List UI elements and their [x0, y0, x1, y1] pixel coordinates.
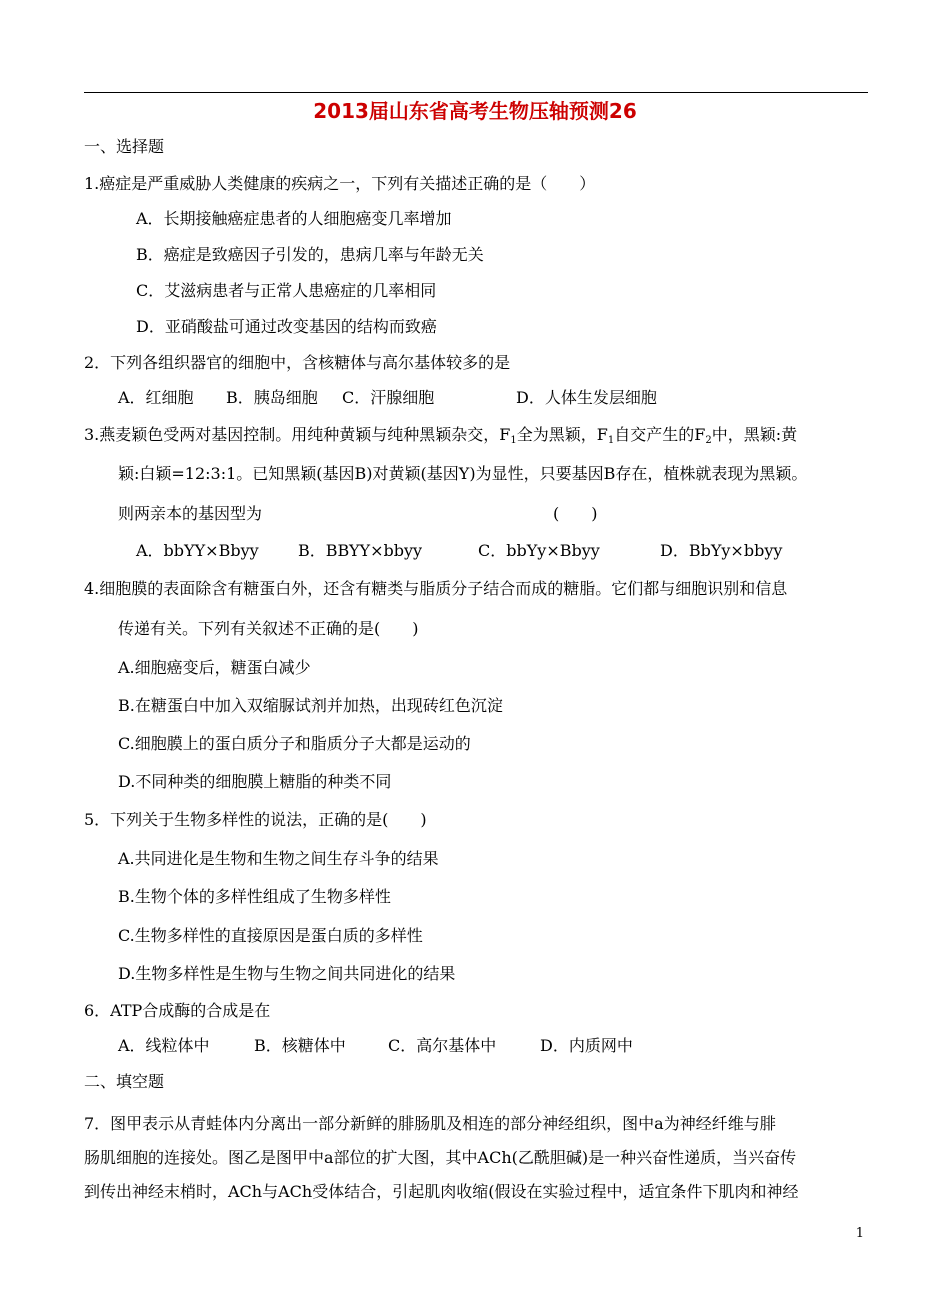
question-1-option-a: A．长期接触癌症患者的人细胞癌变几率增加	[136, 209, 452, 228]
header-rule	[84, 92, 868, 93]
question-1-option-c: C．艾滋病患者与正常人患癌症的几率相同	[136, 281, 437, 300]
question-6-option-d: D．内质网中	[540, 1036, 633, 1055]
question-1-option-d: D．亚硝酸盐可通过改变基因的结构而致癌	[136, 317, 437, 336]
question-3-option-b: B．BBYY×bbyy	[298, 541, 423, 560]
question-5-option-a: A.共同进化是生物和生物之间生存斗争的结果	[118, 849, 439, 868]
question-5-option-d: D.生物多样性是生物与生物之间共同进化的结果	[118, 964, 456, 983]
question-4-option-d: D.不同种类的细胞膜上糖脂的种类不同	[118, 772, 392, 791]
question-4-line-1: 4.细胞膜的表面除含有糖蛋白外，还含有糖类与脂质分子结合而成的糖脂。它们都与细胞识别和信息	[84, 579, 788, 598]
question-4-option-b: B.在糖蛋白中加入双缩脲试剂并加热，出现砖红色沉淀	[118, 696, 503, 715]
question-2-option-b: B．胰岛细胞	[226, 388, 318, 407]
question-3-line-2: 颖:白颖=12:3:1。已知黑颖(基因B)对黄颖(基因Y)为显性，只要基因B存在，植株就表现为黑颖。	[118, 464, 808, 483]
question-5-stem: 5．下列关于生物多样性的说法，正确的是( )	[84, 810, 427, 829]
page-number: 1	[855, 1226, 864, 1241]
question-3-answer-blank: ( )	[553, 504, 598, 523]
question-7-line-1: 7．图甲表示从青蛙体内分离出一部分新鲜的腓肠肌及相连的部分神经组织，图中a为神经纤维与腓	[84, 1114, 776, 1133]
question-3-option-a: A．bbYY×Bbyy	[136, 541, 259, 560]
question-3-option-c: C．bbYy×Bbyy	[478, 541, 600, 560]
q3-text-part: 自交产生的F	[614, 425, 706, 444]
q3-subscript: 2	[705, 435, 712, 446]
question-6-option-a: A．线粒体中	[118, 1036, 210, 1055]
question-2-option-a: A．红细胞	[118, 388, 194, 407]
question-6-options	[118, 1035, 818, 1057]
question-3-line-3: 则两亲本的基因型为	[118, 504, 263, 523]
page-title: 2013届山东省高考生物压轴预测26	[313, 99, 637, 123]
question-6-option-b: B．核糖体中	[254, 1036, 346, 1055]
question-7-line-3: 到传出神经末梢时，ACh与ACh受体结合，引起肌肉收缩(假设在实验过程中，适宜条件下肌肉和神经	[84, 1182, 799, 1201]
question-3-option-d: D．BbYy×bbyy	[660, 541, 783, 560]
question-1-stem: 1.癌症是严重威胁人类健康的疾病之一，下列有关描述正确的是（ ）	[84, 174, 596, 193]
q3-subscript: 1	[510, 435, 517, 446]
question-5-option-c: C.生物多样性的直接原因是蛋白质的多样性	[118, 926, 423, 945]
question-2-options	[118, 387, 818, 409]
q3-text-part: 全为黑颖，F	[516, 425, 608, 444]
q3-subscript: 1	[607, 435, 615, 446]
question-3-line-1	[84, 424, 797, 446]
q3-text-part: 3.燕麦颖色受两对基因控制。用纯种黄颖与纯种黑颖杂交，F	[84, 425, 511, 444]
section-heading-choice: 一、选择题	[84, 137, 165, 156]
question-4-line-2: 传递有关。下列有关叙述不正确的是( )	[118, 619, 419, 638]
question-1-option-b: B．癌症是致癌因子引发的，患病几率与年龄无关	[136, 245, 484, 264]
question-4-option-c: C.细胞膜上的蛋白质分子和脂质分子大都是运动的	[118, 734, 471, 753]
question-6-stem: 6．ATP合成酶的合成是在	[84, 1001, 271, 1020]
question-5-option-b: B.生物个体的多样性组成了生物多样性	[118, 887, 391, 906]
question-4-option-a: A.细胞癌变后，糖蛋白减少	[118, 658, 311, 677]
question-2-stem: 2．下列各组织器官的细胞中，含核糖体与高尔基体较多的是	[84, 353, 511, 372]
question-6-option-c: C．高尔基体中	[388, 1036, 497, 1055]
question-2-option-d: D．人体生发层细胞	[516, 388, 657, 407]
question-2-option-c: C．汗腺细胞	[342, 388, 435, 407]
question-3-options	[136, 540, 836, 562]
section-heading-fill: 二、填空题	[84, 1072, 165, 1091]
q3-text-part: 中，黑颖:黄	[711, 425, 798, 444]
question-7-line-2: 肠肌细胞的连接处。图乙是图甲中a部位的扩大图，其中ACh(乙酰胆碱)是一种兴奋性递质，当兴奋传	[84, 1148, 797, 1167]
